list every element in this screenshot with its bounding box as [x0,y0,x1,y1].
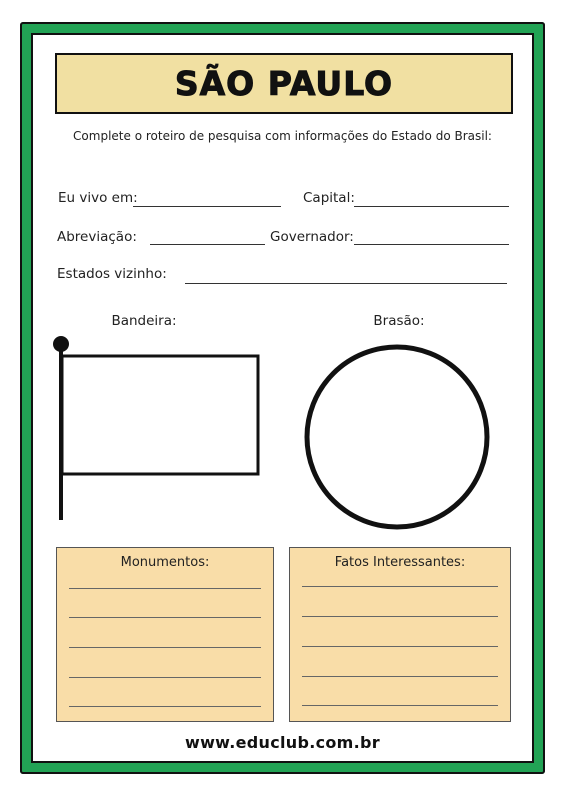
monumentos-title: Monumentos: [120,555,210,570]
brasao-label: Brasão: [373,313,425,329]
eu-vivo-em-line[interactable] [133,206,281,207]
fatos-title: Fatos Interessantes: [334,555,466,570]
flag-outline-icon[interactable] [45,330,265,525]
capital-label: Capital: [303,190,355,206]
eu-vivo-em-label: Eu vivo em: [58,190,138,206]
governador-line[interactable] [354,244,509,245]
writing-line [302,705,498,706]
monumentos-box[interactable] [56,547,274,722]
estados-vizinho-label: Estados vizinho: [57,266,167,282]
abreviacao-label: Abreviação: [57,229,137,245]
governador-label: Governador: [270,229,354,245]
writing-line [69,588,261,589]
page-title: SÃO PAULO [174,64,394,103]
estados-vizinho-line[interactable] [185,283,507,284]
writing-line [302,646,498,647]
brasao-circle-icon[interactable] [300,340,494,534]
writing-line [69,706,261,707]
bandeira-label: Bandeira: [111,313,177,329]
writing-line [69,677,261,678]
capital-line[interactable] [354,206,509,207]
instruction-text: Complete o roteiro de pesquisa com informações do Estado do Brasil: [73,129,492,143]
fatos-interessantes-box[interactable] [289,547,511,722]
writing-line [302,616,498,617]
writing-line [302,676,498,677]
abreviacao-line[interactable] [150,244,265,245]
footer-website: www.educlub.com.br [185,733,380,752]
writing-line [69,647,261,648]
writing-line [69,617,261,618]
writing-line [302,586,498,587]
